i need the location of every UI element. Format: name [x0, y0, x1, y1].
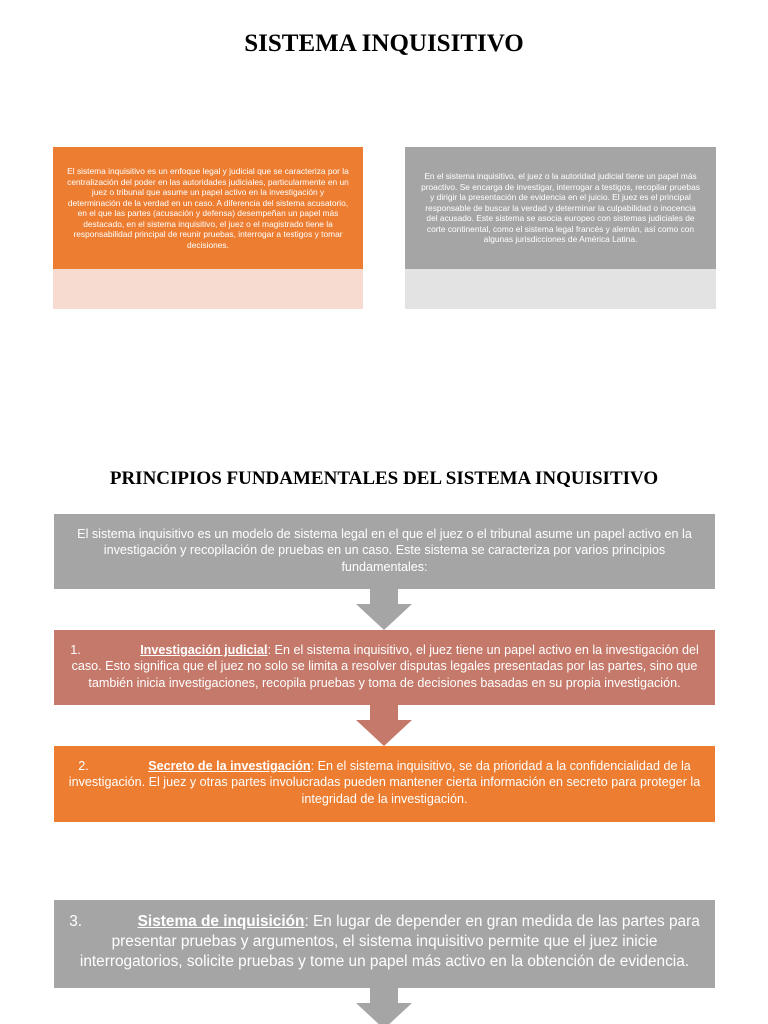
intro-box-left-pane [53, 269, 363, 309]
step-number: 2. [78, 759, 89, 773]
intro-right-text: En el sistema inquisitivo, el juez o la autoridad judicial tiene un papel más proactivo. Se encarga de investigar, interrogar a testigos, recopilar pruebas y dirigir la presentación de evidencia en el juicio. El juez es el principal responsable de buscar la verdad y determinar la culpabilidad o inocencia del acusado. Este sistema se asocia europeo con sistemas judiciales de corte continental, como el sistema legal francés y alemán, así como con algunas jurisdicciones de América Latina. [421, 171, 700, 245]
down-arrow-1 [356, 589, 412, 630]
down-arrow-2 [356, 705, 412, 746]
step-text: : En el sistema inquisitivo, se da prioridad a la confidencialidad de la investigación. El juez y otras partes involucradas pueden mantener cierta información en secreto para proteger la integridad de la investigación. [68, 759, 701, 806]
intro-box-right-pane [405, 269, 716, 309]
step-term: Secreto de la investigación [148, 759, 311, 773]
flow-intro-text: El sistema inquisitivo es un modelo de sistema legal en el que el juez o el tribunal asume un papel activo en la investigación y recopilación de pruebas en un caso. Este sistema se caracteriza por varios principios fundamentales: [77, 527, 692, 574]
step-number: 1. [70, 643, 81, 657]
principle-step-1 [54, 630, 715, 705]
intro-box-left [53, 147, 363, 269]
section-title: PRINCIPIOS FUNDAMENTALES DEL SISTEMA INQUISITIVO [109, 468, 659, 489]
step-text: : En el sistema inquisitivo, el juez tiene un papel activo en la investigación del caso. Esto significa que el juez no solo se limita a resolver disputas legales presentadas por las partes, sino que también inicia investigaciones, recopila pruebas y toma de decisiones basadas en su propia investigación. [71, 643, 699, 690]
intro-left-text: El sistema inquisitivo es un enfoque legal y judicial que se caracteriza por la centralización del poder en las autoridades judiciales, particularmente en un juez o tribunal que asume un papel activo en la investigación y determinación de la verdad en un caso. A diferencia del sistema acusatorio, en el que las partes (acusación y defensa) desempeñan un papel más destacado, en el sistema inquisitivo, el juez o el magistrado tiene la responsabilidad principal de reunir pruebas, interrogar a testigos y tomar decisiones. [67, 166, 349, 250]
flow-intro-box [54, 514, 715, 589]
principle-step-2 [54, 746, 715, 822]
step-term: Sistema de inquisición [137, 913, 305, 930]
principle-step-3 [54, 900, 715, 988]
step-number: 3. [69, 913, 83, 930]
step-text: : En lugar de depender en gran medida de las partes para presentar pruebas y argumentos, el sistema inquisitivo permite que el juez inicie interrogatorios, solicite pruebas y tome un papel más activo en la obtención de evidencia. [79, 913, 700, 971]
page-title: SISTEMA INQUISITIVO [244, 30, 524, 57]
down-arrow-3 [356, 988, 412, 1024]
step-term: Investigación judicial [140, 643, 268, 657]
intro-box-right [405, 147, 716, 269]
